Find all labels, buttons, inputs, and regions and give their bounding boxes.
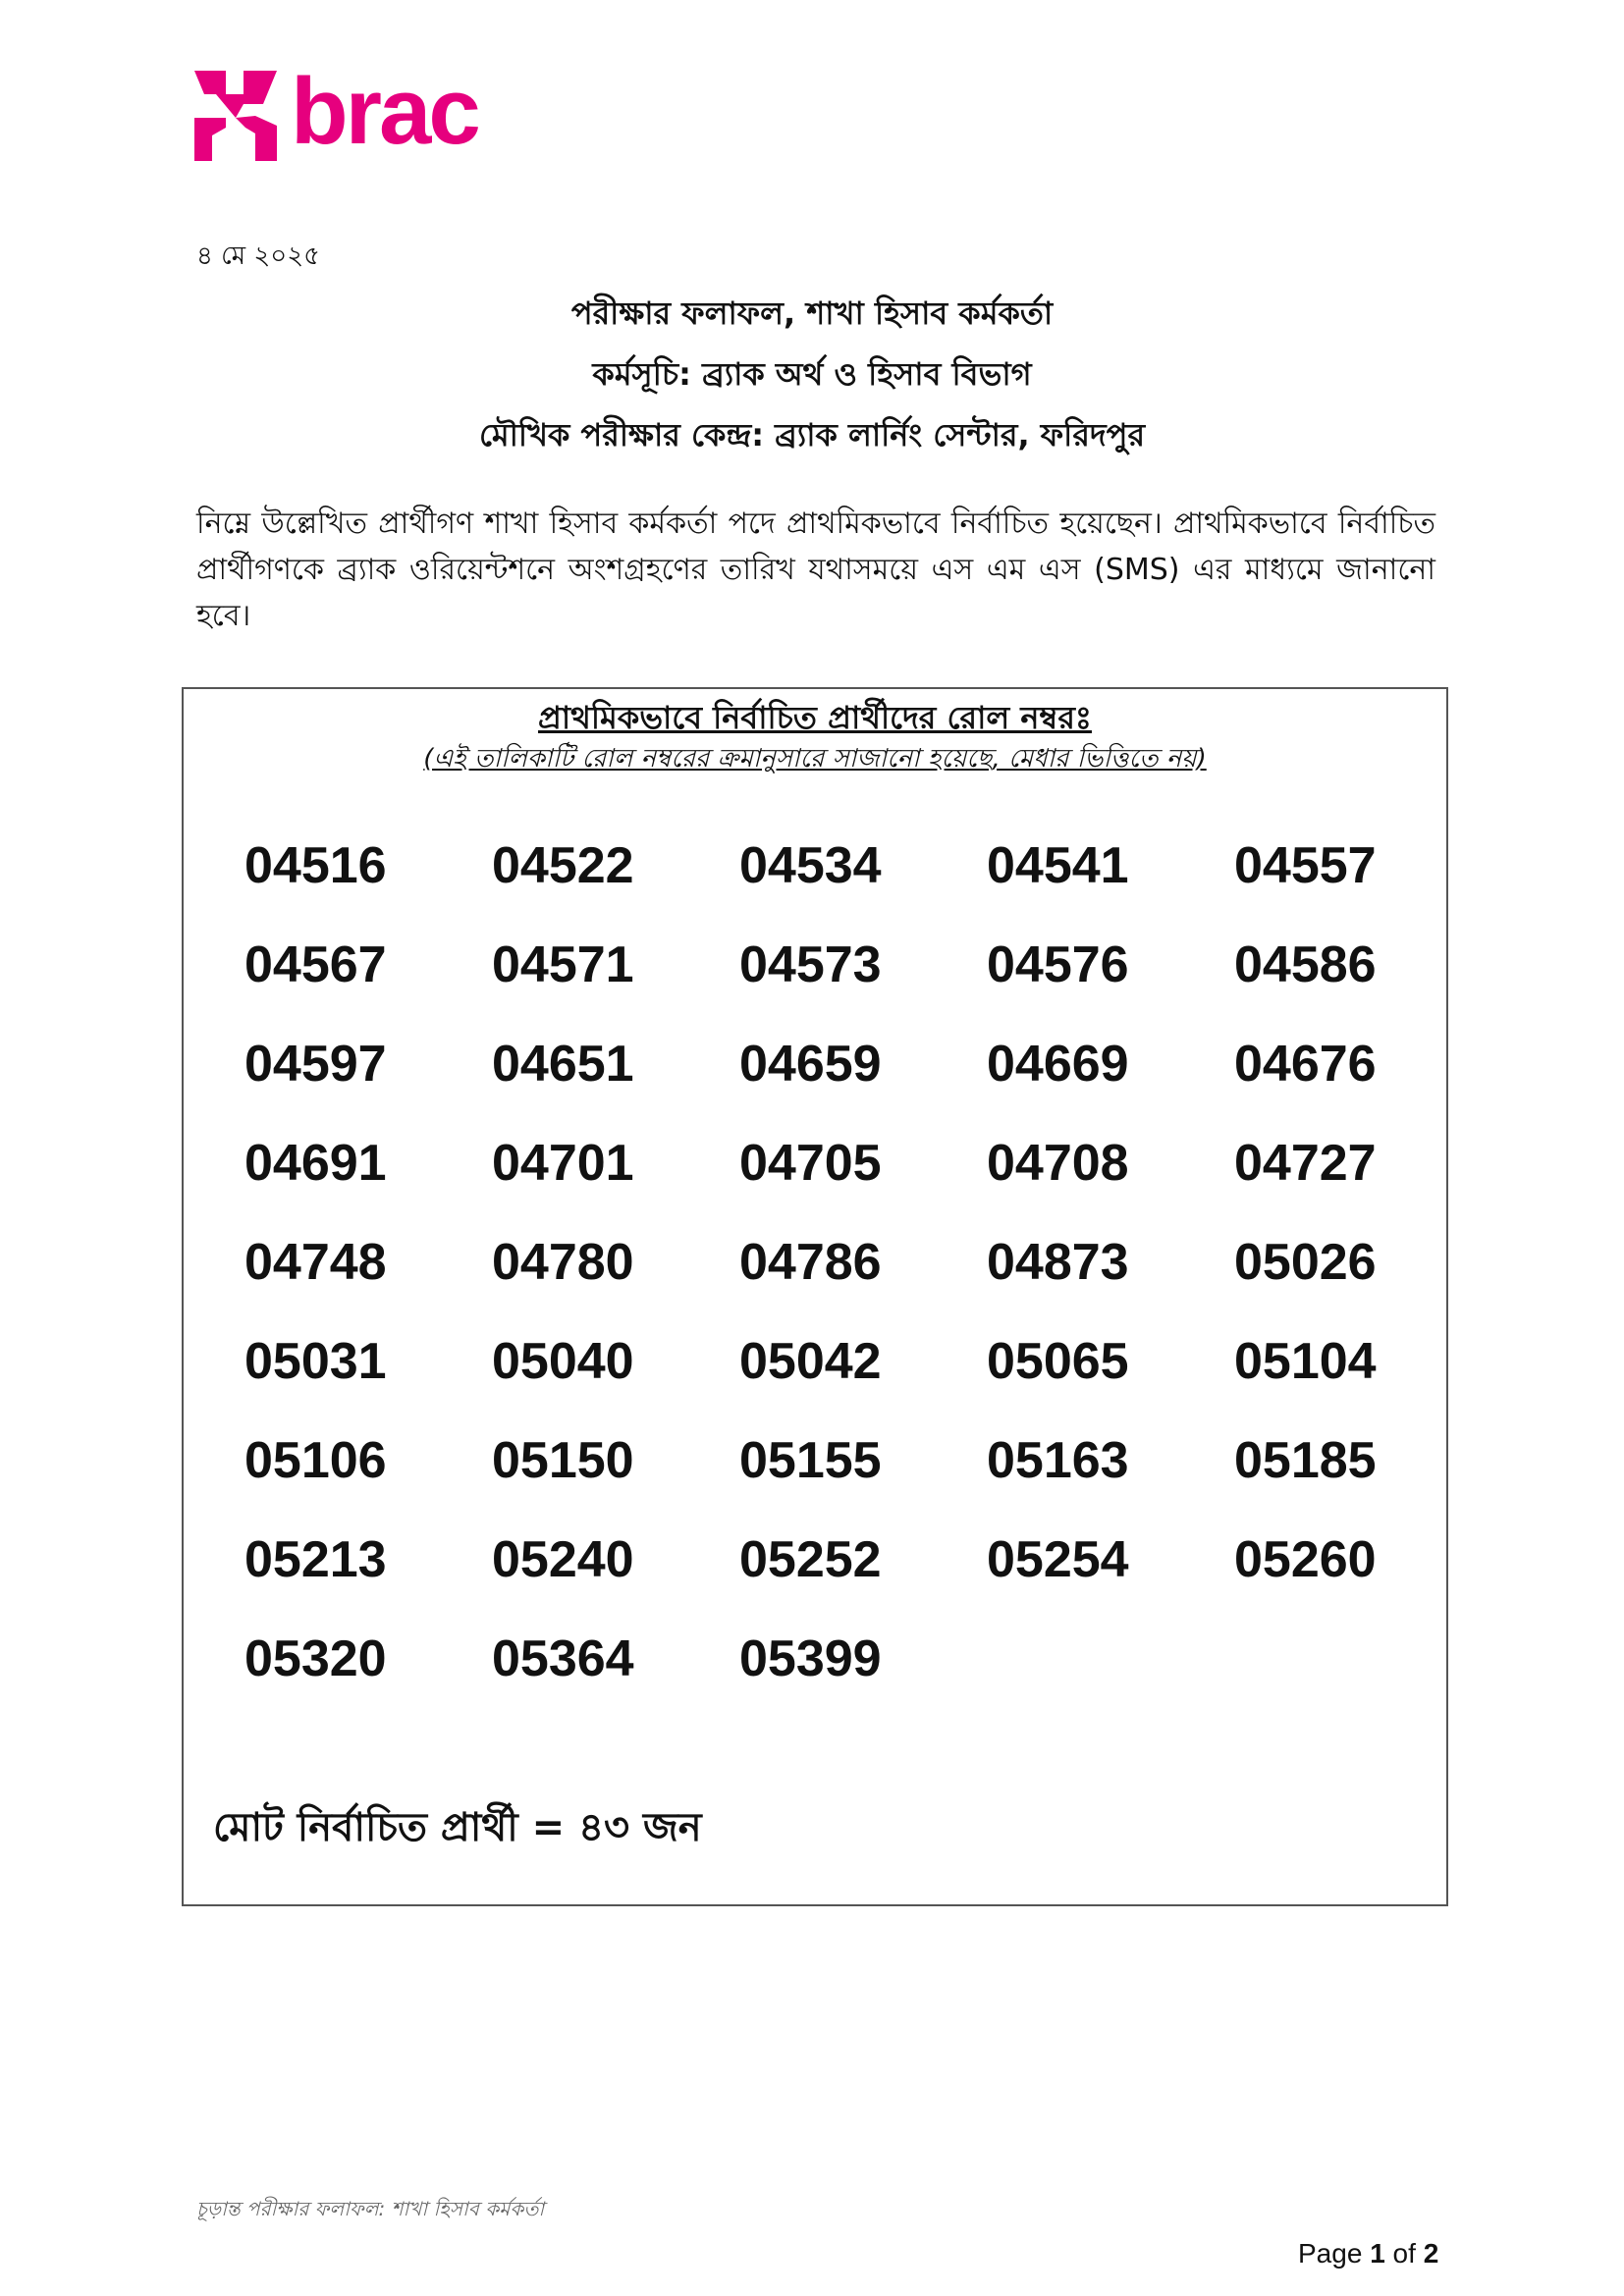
roll-number-grid xyxy=(244,837,1482,1733)
roll-number: 04676 xyxy=(1234,1036,1377,1093)
roll-number: 04701 xyxy=(492,1135,634,1192)
total-selected xyxy=(213,1805,702,1850)
roll-number: 05155 xyxy=(739,1432,882,1489)
roll-number: 04748 xyxy=(244,1234,387,1291)
roll-number: 05042 xyxy=(739,1333,882,1390)
brac-logo-text: brac xyxy=(291,59,478,164)
roll-number: 05364 xyxy=(492,1630,634,1687)
roll-number: 04873 xyxy=(987,1234,1129,1291)
roll-number: 05320 xyxy=(244,1630,387,1687)
roll-number: 04669 xyxy=(987,1036,1129,1093)
roll-number: 04597 xyxy=(244,1036,387,1093)
viva-center-title: মৌখিক পরীক্ষার কেন্দ্র: ব্র্যাক লার্নিং সেন্টার, ফরিদপুর xyxy=(478,416,1146,454)
roll-number: 05185 xyxy=(1234,1432,1377,1489)
roll-number: 04780 xyxy=(492,1234,634,1291)
roll-number: 04522 xyxy=(492,837,634,894)
roll-number: 05106 xyxy=(244,1432,387,1489)
roll-number: 04557 xyxy=(1234,837,1377,894)
page-word: Page xyxy=(1298,2238,1363,2269)
page-total: 2 xyxy=(1423,2238,1439,2269)
roll-number: 05163 xyxy=(987,1432,1129,1489)
roll-number: 05026 xyxy=(1234,1234,1377,1291)
brac-logo xyxy=(187,59,478,167)
roll-number: 05240 xyxy=(492,1531,634,1588)
roll-number: 05040 xyxy=(492,1333,634,1390)
roll-number: 04659 xyxy=(739,1036,882,1093)
page-number xyxy=(1298,2238,1438,2269)
roll-number: 05254 xyxy=(987,1531,1129,1588)
roll-number: 05104 xyxy=(1234,1333,1377,1390)
roll-number: 04651 xyxy=(492,1036,634,1093)
document-date: ৪ মে ২০২৫ xyxy=(196,241,320,271)
roll-number: 04571 xyxy=(492,936,634,993)
roll-number: 04727 xyxy=(1234,1135,1377,1192)
roll-number: 05150 xyxy=(492,1432,634,1489)
page-of: of xyxy=(1392,2238,1416,2269)
roll-number: 05260 xyxy=(1234,1531,1377,1588)
results-box xyxy=(182,687,1448,1906)
roll-number: 04691 xyxy=(244,1135,387,1192)
roll-number: 04567 xyxy=(244,936,387,993)
brac-logo-mark-icon xyxy=(187,65,285,167)
results-title: প্রাথমিকভাবে নির্বাচিত প্রার্থীদের রোল নম্বরঃ xyxy=(538,699,1092,736)
results-subtitle: (এই তালিকাটি রোল নম্বরের ক্রমানুসারে সাজানো হয়েছে, মেধার ভিত্তিতে নয়) xyxy=(423,744,1207,774)
roll-number: 04534 xyxy=(739,837,882,894)
total-value: ৪৩ জন xyxy=(578,1805,702,1850)
roll-number: 05065 xyxy=(987,1333,1129,1390)
total-label: মোট নির্বাচিত প্রার্থী = xyxy=(213,1805,566,1850)
roll-number: 04586 xyxy=(1234,936,1377,993)
roll-number: 04541 xyxy=(987,837,1129,894)
roll-number: 04705 xyxy=(739,1135,882,1192)
footer-note: চূড়ান্ত পরীক্ষার ফলাফল: শাখা হিসাব কর্মকর্তা xyxy=(196,2197,545,2220)
roll-number: 04786 xyxy=(739,1234,882,1291)
intro-paragraph: নিম্নে উল্লেখিত প্রার্থীগণ শাখা হিসাব কর্মকর্তা পদে প্রাথমিকভাবে নির্বাচিত হয়েছেন। প্রাথমিকভাবে নির্বাচিত প্রার্থীগণকে ব্র্যাক ওরিয়েন্টশনে অংশগ্রহণের তারিখ যথাসময়ে এস এম এস (SMS) এর মাধ্যমে জানানো হবে। xyxy=(196,507,1435,633)
page-current: 1 xyxy=(1370,2238,1385,2269)
roll-number: 04573 xyxy=(739,936,882,993)
roll-number: 04576 xyxy=(987,936,1129,993)
roll-number: 04516 xyxy=(244,837,387,894)
program-title: কর্মসূচি: ব্র্যাক অর্থ ও হিসাব বিভাগ xyxy=(592,355,1032,393)
roll-number: 05399 xyxy=(739,1630,882,1687)
roll-number: 05252 xyxy=(739,1531,882,1588)
roll-number: 05213 xyxy=(244,1531,387,1588)
roll-number: 04708 xyxy=(987,1135,1129,1192)
result-title: পরীক্ষার ফলাফল, শাখা হিসাব কর্মকর্তা xyxy=(570,294,1054,332)
roll-number: 05031 xyxy=(244,1333,387,1390)
